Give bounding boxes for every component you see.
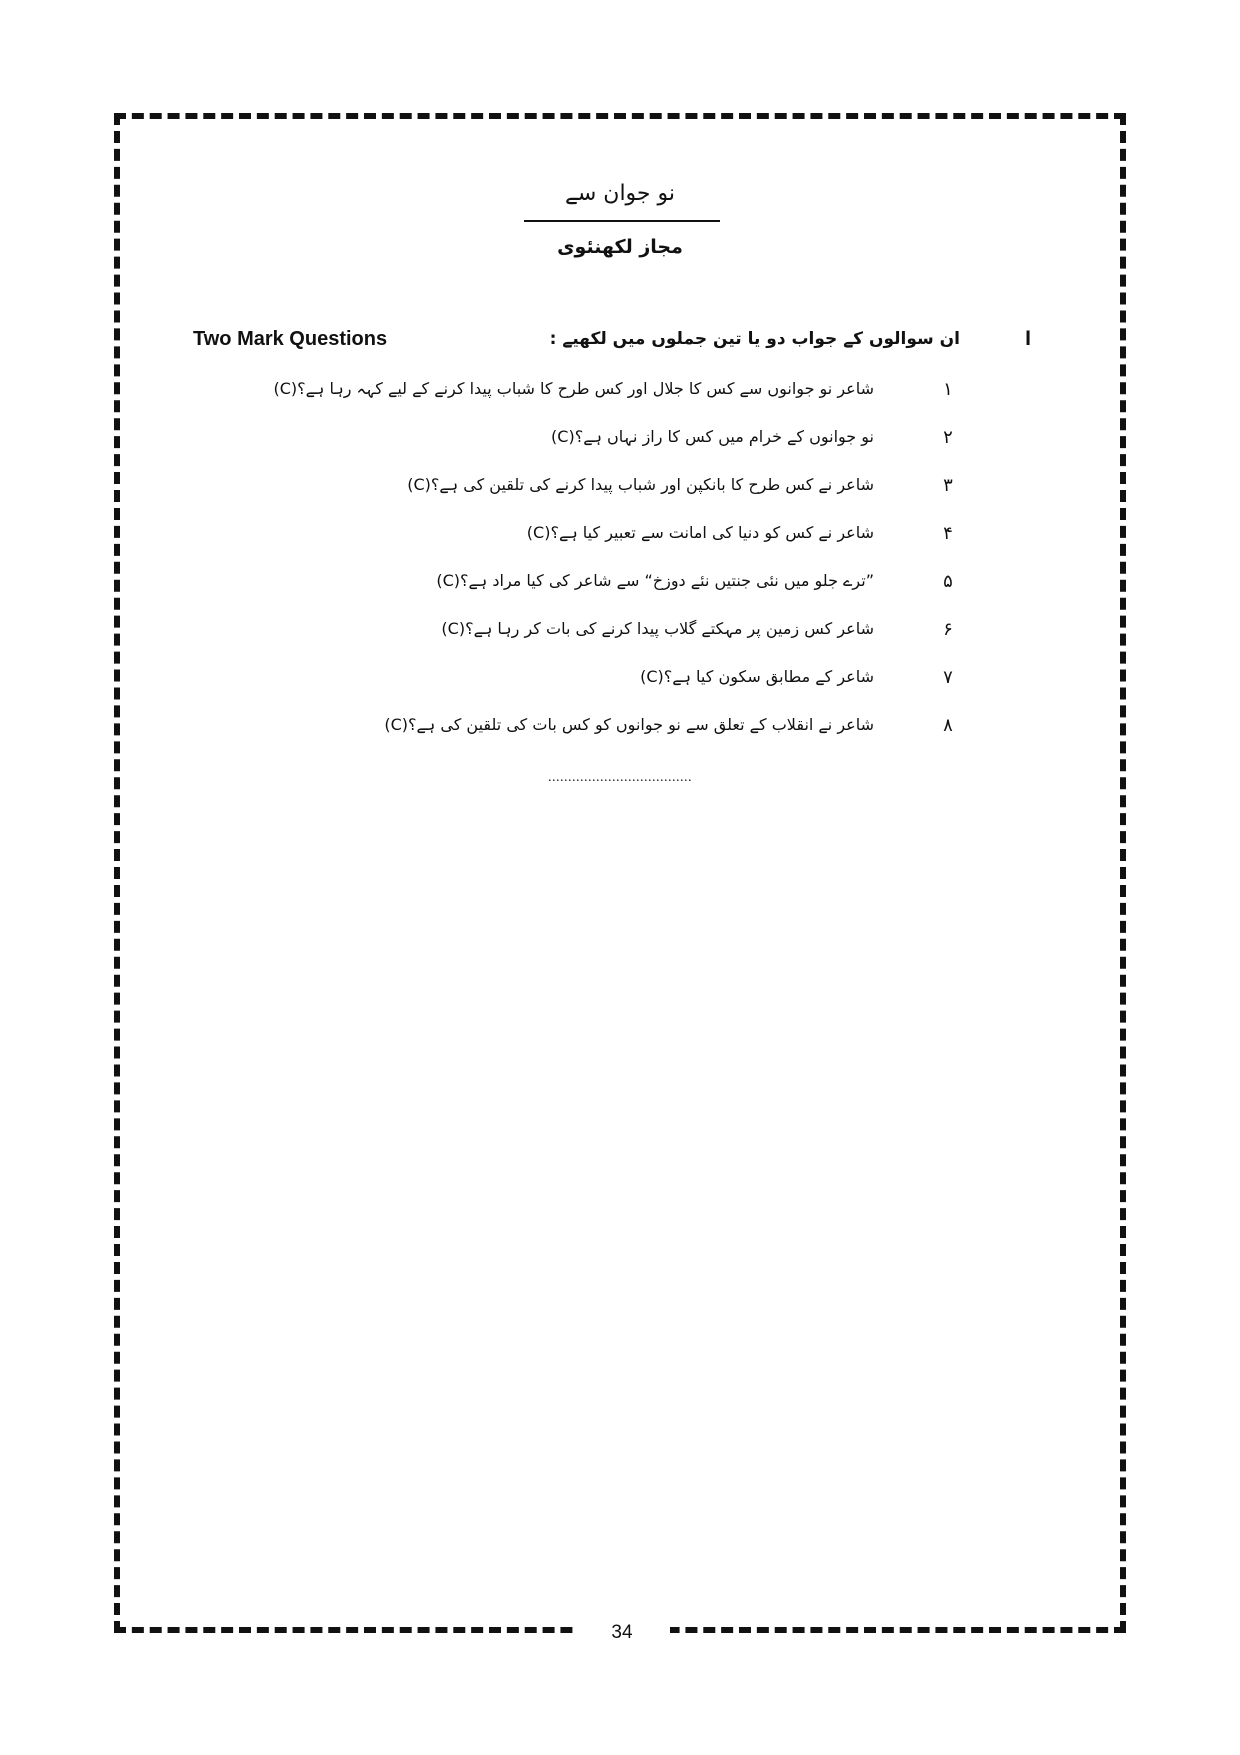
end-dotted-line: ....................................	[548, 770, 692, 785]
question-number: ۵	[943, 571, 953, 592]
lesson-title: نو جوان سے	[564, 181, 676, 206]
question-number: ۴	[943, 523, 953, 544]
question-item	[0, 658, 1240, 706]
question-number: ۸	[943, 715, 953, 736]
question-text: شاعر کے مطابق سکون کیا ہے؟(C)	[640, 667, 874, 686]
question-item	[0, 370, 1240, 418]
question-text: شاعر نے کس طرح کا بانکپن اور شباب پیدا کرنے کی تلقین کی ہے؟(C)	[407, 475, 874, 494]
question-text: ”ترے جلو میں نئی جنتیں نئے دوزخ“ سے شاعر کی کیا مراد ہے؟(C)	[436, 571, 874, 590]
marks-label: Two Mark Questions	[193, 328, 388, 350]
question-item	[0, 466, 1240, 514]
question-item	[0, 514, 1240, 562]
question-item	[0, 706, 1240, 754]
question-number: ۲	[943, 427, 953, 448]
question-number: ۶	[943, 619, 953, 640]
question-item	[0, 610, 1240, 658]
question-text: شاعر کس زمین پر مہکتے گلاب پیدا کرنے کی بات کر رہا ہے؟(C)	[441, 619, 874, 638]
question-text: شاعر نو جوانوں سے کس کا جلال اور کس طرح کا شباب پیدا کرنے کے لیے کہہ رہا ہے؟(C)	[273, 379, 874, 398]
question-number: ۳	[943, 475, 953, 496]
section-instruction: ان سوالوں کے جواب دو یا تین جملوں میں لکھیے :	[549, 329, 960, 349]
section-marker: I	[1025, 327, 1031, 350]
page-number: 34	[611, 1622, 633, 1643]
question-text: شاعر نے کس کو دنیا کی امانت سے تعبیر کیا ہے؟(C)	[526, 523, 874, 542]
question-item	[0, 562, 1240, 610]
question-text: شاعر نے انقلاب کے تعلق سے نو جوانوں کو کس بات کی تلقین کی ہے؟(C)	[384, 715, 874, 734]
question-number: ۱	[943, 379, 953, 400]
question-text: نو جوانوں کے خرام میں کس کا راز نہاں ہے؟(C)	[551, 427, 874, 446]
question-list	[0, 370, 1240, 754]
lesson-author: مجاز لکھنئوی	[557, 236, 683, 258]
question-number: ۷	[943, 667, 953, 688]
question-item	[0, 418, 1240, 466]
title-underline	[524, 220, 720, 222]
